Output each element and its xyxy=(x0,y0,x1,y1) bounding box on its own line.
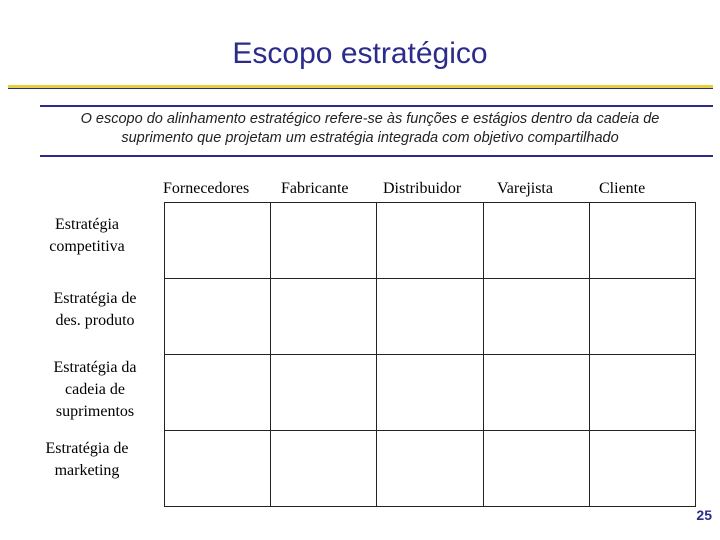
table-row xyxy=(165,431,696,507)
table-cell xyxy=(165,431,271,507)
table-cell xyxy=(589,279,695,355)
intro-bottom-rule xyxy=(40,155,713,157)
strategy-grid xyxy=(164,202,696,507)
row-header-line: Estratégia da xyxy=(53,359,137,376)
row-header-competitiva xyxy=(20,214,154,258)
row-header-line: des. produto xyxy=(55,312,135,329)
table-cell xyxy=(589,203,695,279)
table-cell xyxy=(377,279,483,355)
table-cell xyxy=(165,203,271,279)
intro-top-rule xyxy=(40,105,713,107)
row-header-line: competitiva xyxy=(49,238,125,255)
row-header-line: marketing xyxy=(54,462,120,479)
table-cell xyxy=(271,279,377,355)
title-underline-navy xyxy=(8,88,713,89)
row-header-line: Estratégia de xyxy=(45,440,129,457)
table-row xyxy=(165,279,696,355)
row-header-produto xyxy=(28,288,162,332)
row-header-marketing xyxy=(20,438,154,482)
table-cell xyxy=(589,355,695,431)
column-header-distribuidor: Distribuidor xyxy=(383,180,462,197)
column-header-cliente: Cliente xyxy=(599,180,646,197)
column-header-fabricante: Fabricante xyxy=(281,180,349,197)
row-header-line: Estratégia de xyxy=(53,290,137,307)
table-cell xyxy=(483,279,589,355)
column-header-varejista: Varejista xyxy=(497,180,553,197)
table-cell xyxy=(377,431,483,507)
intro-line-1: O escopo do alinhamento estratégico refere-se às funções e estágios dentro da cadeia de xyxy=(80,111,660,127)
intro-line-2: suprimento que projetam um estratégia integrada com objetivo compartilhado xyxy=(121,130,619,146)
row-header-line: cadeia de xyxy=(65,381,125,398)
table-cell xyxy=(271,203,377,279)
page-number: 25 xyxy=(696,507,712,523)
table-row xyxy=(165,203,696,279)
table-cell xyxy=(483,355,589,431)
intro-text xyxy=(30,110,710,148)
table-cell xyxy=(377,355,483,431)
table-cell xyxy=(165,279,271,355)
table-cell xyxy=(271,431,377,507)
table-cell xyxy=(483,431,589,507)
row-header-suprimentos xyxy=(28,357,162,423)
column-header-fornecedores: Fornecedores xyxy=(163,180,250,197)
table-cell xyxy=(589,431,695,507)
row-header-line: suprimentos xyxy=(55,403,135,420)
table-row xyxy=(165,355,696,431)
table-cell xyxy=(165,355,271,431)
slide-title: Escopo estratégico xyxy=(232,37,488,70)
table-cell xyxy=(377,203,483,279)
table-cell xyxy=(483,203,589,279)
row-header-line: Estratégia xyxy=(55,216,119,233)
table-cell xyxy=(271,355,377,431)
